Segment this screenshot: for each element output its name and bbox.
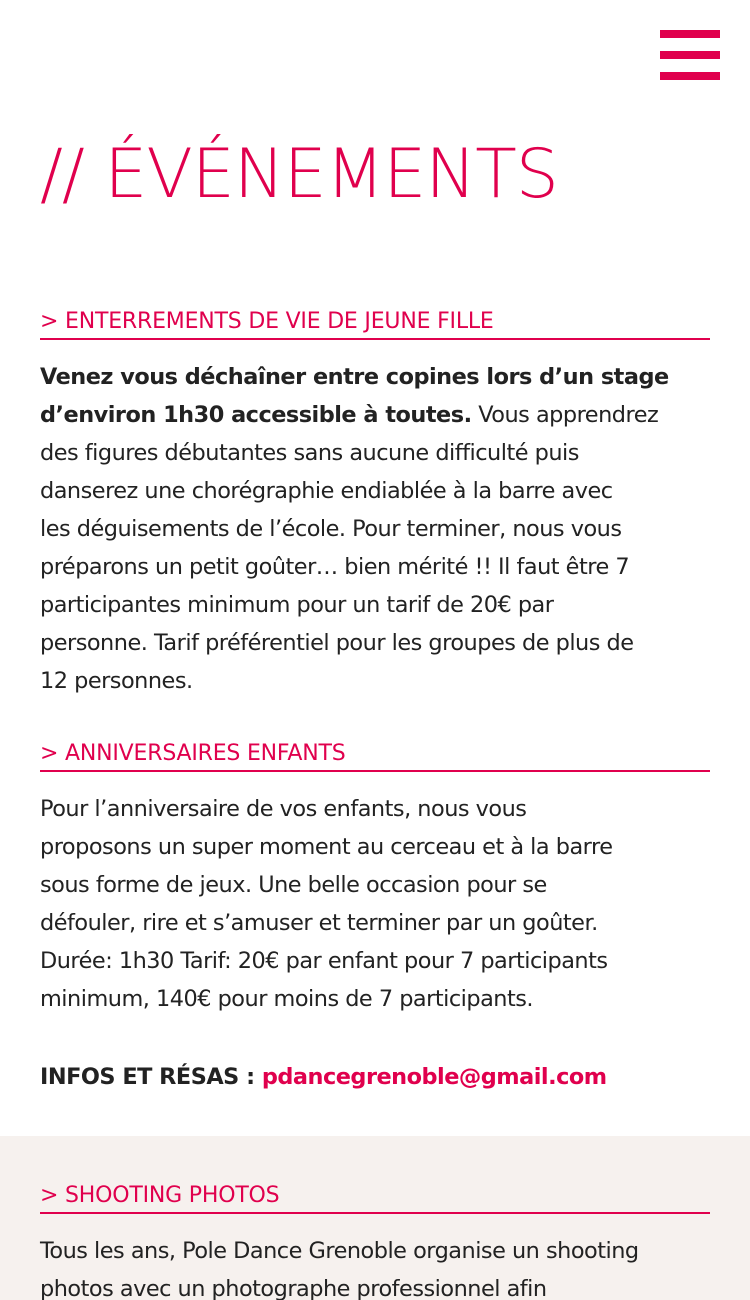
text-regular: 12 personnes. — [40, 668, 193, 694]
text-line — [40, 358, 716, 396]
text-line — [40, 472, 716, 510]
text-line: proposons un super moment au cerceau et à la barre — [40, 834, 613, 860]
contact-info — [40, 1058, 607, 1096]
contact-label: INFOS ET RÉSAS : — [40, 1064, 262, 1090]
text-line: Durée: 1h30 Tarif: 20€ par enfant pour 7 participants — [40, 948, 608, 974]
text-regular: préparons un petit goûter… bien mérité !! Il faut être 7 — [40, 554, 630, 580]
text-regular: Vous apprendrez — [471, 402, 659, 428]
text-regular: des figures débutantes sans aucune difficulté puis — [40, 440, 579, 466]
text-line — [40, 396, 716, 434]
menu-bar — [660, 72, 720, 80]
text-bold: Venez vous déchaîner entre copines lors d’un stage — [40, 364, 669, 390]
menu-bar — [660, 51, 720, 59]
text-line: minimum, 140€ pour moins de 7 participants. — [40, 986, 534, 1012]
text-line — [40, 624, 716, 662]
text-line — [40, 662, 716, 700]
section-text-shooting — [40, 1232, 716, 1300]
text-line — [40, 586, 716, 624]
contact-email-link[interactable]: pdancegrenoble@gmail.com — [261, 1064, 607, 1090]
text-bold: d’environ 1h30 accessible à toutes. — [40, 402, 472, 428]
text-regular: les déguisements de l’école. Pour terminer, nous vous — [40, 516, 622, 542]
text-line — [40, 510, 716, 548]
section-heading-shooting: > SHOOTING PHOTOS — [40, 1182, 710, 1214]
text-line — [40, 548, 716, 586]
menu-bar — [660, 30, 720, 38]
text-regular: participantes minimum pour un tarif de 20€ par — [40, 592, 554, 618]
page-title: // ÉVÉNEMENTS — [40, 135, 558, 214]
hamburger-menu-icon[interactable] — [660, 30, 720, 80]
text-line — [40, 434, 716, 472]
section-heading-kids: > ANNIVERSAIRES ENFANTS — [40, 740, 710, 772]
text-line: Tous les ans, Pole Dance Grenoble organise un shooting — [40, 1238, 639, 1264]
text-regular: personne. Tarif préférentiel pour les groupes de plus de — [40, 630, 634, 656]
section-text-kids — [40, 790, 716, 1018]
text-line: photos avec un photographe professionnel afin — [40, 1276, 547, 1300]
text-line: Pour l’anniversaire de vos enfants, nous vous — [40, 796, 527, 822]
section-text-evjf — [40, 358, 716, 700]
text-line: sous forme de jeux. Une belle occasion pour se — [40, 872, 547, 898]
section-heading-evjf: > ENTERREMENTS DE VIE DE JEUNE FILLE — [40, 308, 710, 340]
text-regular: danserez une chorégraphie endiablée à la barre avec — [40, 478, 613, 504]
text-line: défouler, rire et s’amuser et terminer par un goûter. — [40, 910, 598, 936]
